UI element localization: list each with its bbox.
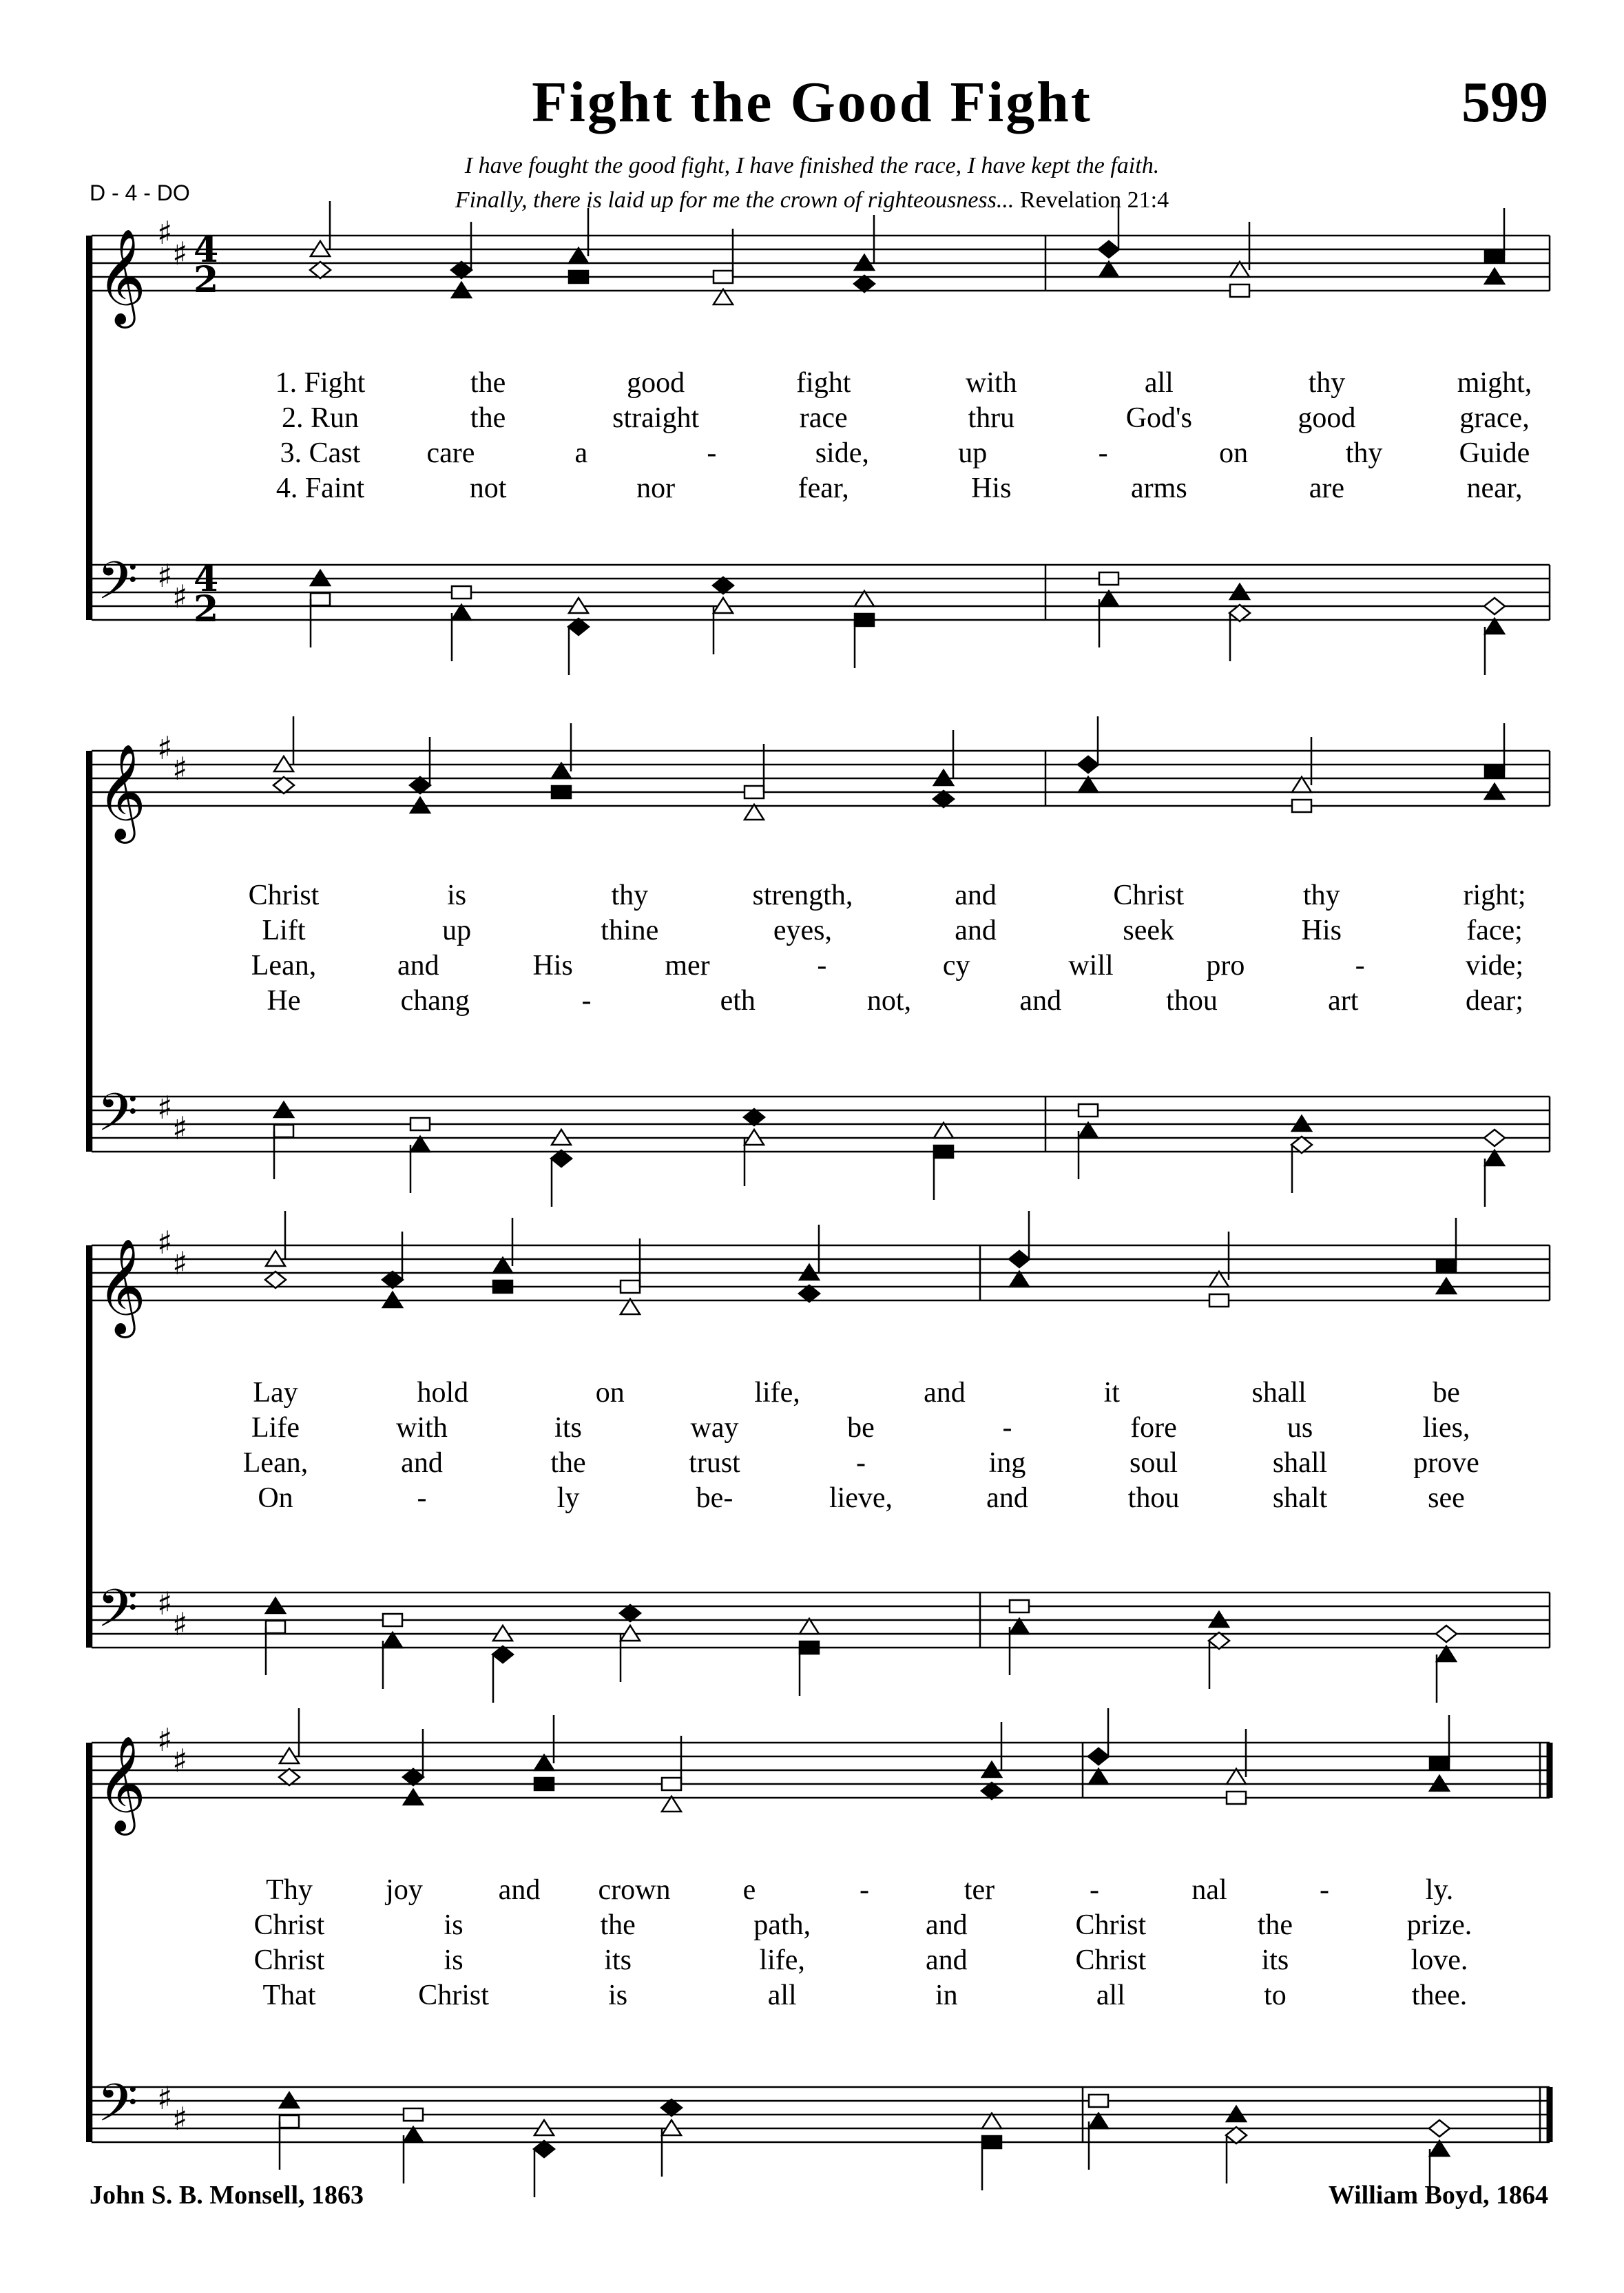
lyric-syllable: ing xyxy=(988,1447,1026,1479)
bass-note xyxy=(1099,591,1118,606)
lyric-syllable: Christ xyxy=(1075,1944,1147,1976)
lyric-syllable: race xyxy=(799,402,848,434)
lyric-syllable: Lay xyxy=(253,1377,298,1409)
bass-note xyxy=(551,1150,572,1167)
lyric-syllable: nal xyxy=(1191,1874,1227,1906)
treble-note xyxy=(1292,777,1311,792)
lyric-syllable: e xyxy=(742,1874,756,1906)
lyric-syllable: with xyxy=(965,367,1017,399)
lyric-syllable: be- xyxy=(696,1482,733,1514)
lyric-syllable: 4. Faint xyxy=(275,473,365,504)
lyric-syllable: is xyxy=(444,1909,464,1941)
tenor-note xyxy=(661,2099,682,2116)
lyric-syllable: the xyxy=(1257,1909,1293,1941)
bass-note xyxy=(1437,1646,1456,1661)
lyric-syllable: on xyxy=(1219,437,1249,469)
lyric-syllable: on xyxy=(595,1377,625,1409)
lyricist-credit: John S. B. Monsell, 1863 xyxy=(90,2181,364,2210)
lyric-syllable: Christ xyxy=(1075,1909,1147,1941)
lyric-syllable: not, xyxy=(866,985,912,1017)
lyric-syllable: thy xyxy=(1308,367,1346,399)
lyric-syllable: prove xyxy=(1413,1447,1479,1479)
sharp-icon: ♯ xyxy=(172,750,188,787)
tenor-note xyxy=(744,1109,764,1125)
treble-note xyxy=(662,1778,681,1790)
sharp-icon: ♯ xyxy=(172,235,188,272)
lyric-syllable: - xyxy=(1090,1874,1099,1906)
lyric-syllable: Lift xyxy=(262,915,306,946)
lyric-syllable: strength, xyxy=(752,880,853,911)
lyric-syllable: the xyxy=(550,1447,586,1479)
treble-note xyxy=(1227,1769,1246,1784)
tenor-note xyxy=(383,1614,402,1626)
lyric-syllable: be xyxy=(847,1412,875,1444)
lyric-syllable: and xyxy=(955,915,997,946)
treble-clef-icon: 𝄞 xyxy=(97,744,146,840)
scripture-line-1: I have fought the good fight, I have finished the race, I have kept the faith. xyxy=(464,153,1160,178)
lyric-syllable: ter xyxy=(964,1874,995,1906)
treble-note xyxy=(1485,765,1504,778)
treble-note xyxy=(493,1258,512,1273)
lyric-syllable: lieve, xyxy=(829,1482,893,1514)
lyric-syllable: love. xyxy=(1410,1944,1468,1976)
lyric-syllable: Christ xyxy=(253,1909,325,1941)
lyric-syllable: the xyxy=(600,1909,636,1941)
treble-note xyxy=(1009,1251,1030,1267)
lyric-syllable: nor xyxy=(636,473,676,504)
lyric-syllable: His xyxy=(1301,915,1342,946)
lyric-syllable: thine xyxy=(601,915,659,946)
lyric-syllable: 3. Cast xyxy=(280,437,361,469)
lyric-syllable: That xyxy=(262,1980,316,2011)
lyric-syllable: good xyxy=(627,367,685,399)
treble-note xyxy=(451,262,472,278)
tenor-note xyxy=(713,577,733,594)
alto-note xyxy=(1079,777,1098,792)
lyric-syllable: see xyxy=(1428,1482,1465,1514)
treble-note xyxy=(1230,262,1249,277)
alto-note xyxy=(1010,1272,1029,1287)
tenor-note xyxy=(1436,1626,1457,1642)
treble-clef-icon: 𝄞 xyxy=(97,229,146,324)
alto-note xyxy=(933,791,954,807)
tenor-note xyxy=(1099,572,1118,585)
alto-note xyxy=(745,805,764,820)
lyric-syllable: up xyxy=(958,437,988,469)
lyric-syllable: Lean, xyxy=(242,1447,309,1479)
lyric-syllable: His xyxy=(532,950,573,982)
lyric-syllable: and xyxy=(498,1874,541,1906)
lyric-syllable: cy xyxy=(942,950,970,982)
composer-credit: William Boyd, 1864 xyxy=(1328,2181,1548,2210)
alto-note xyxy=(569,271,588,283)
treble-note xyxy=(382,1272,403,1288)
lyric-syllable: joy xyxy=(386,1874,423,1906)
alto-note xyxy=(854,276,875,292)
bass-note xyxy=(1291,1137,1312,1153)
tenor-note xyxy=(404,2108,423,2121)
treble-note xyxy=(1437,1260,1456,1272)
lyric-syllable: hold xyxy=(417,1377,469,1409)
lyric-syllable: dear; xyxy=(1466,985,1523,1017)
treble-note xyxy=(1430,1757,1449,1770)
alto-note xyxy=(273,777,294,793)
lyric-syllable: - xyxy=(581,985,592,1017)
lyric-syllable: On xyxy=(258,1482,293,1514)
lyric-syllable: thou xyxy=(1127,1482,1180,1514)
lyric-syllable: Lean, xyxy=(251,950,317,982)
lyric-syllable: 1. Fight xyxy=(275,367,366,399)
alto-note xyxy=(981,1783,1002,1799)
bass-note xyxy=(1226,2127,1247,2144)
bass-note xyxy=(1485,619,1504,634)
treble-note xyxy=(621,1280,640,1293)
lyric-syllable: ly xyxy=(556,1482,580,1514)
tenor-note xyxy=(1484,598,1505,614)
bass-clef-icon: 𝄢 xyxy=(97,1578,138,1652)
tenor-note xyxy=(410,1118,430,1130)
hymn-number: 599 xyxy=(1461,70,1548,134)
alto-note xyxy=(1099,262,1118,277)
lyric-syllable: it xyxy=(1103,1377,1120,1409)
lyric-syllable: thy xyxy=(611,880,649,911)
bass-note xyxy=(800,1641,819,1654)
alto-note xyxy=(534,1778,554,1790)
lyric-syllable: and xyxy=(986,1482,1028,1514)
tenor-note xyxy=(1089,2095,1108,2107)
alto-note xyxy=(1230,284,1249,297)
hymn-title: Fight the Good Fight xyxy=(532,70,1092,134)
lyric-syllable: ly. xyxy=(1425,1874,1454,1906)
treble-note xyxy=(410,777,430,793)
lyric-syllable: straight xyxy=(612,402,700,434)
lyric-syllable: not xyxy=(469,473,507,504)
lyric-syllable: soul xyxy=(1129,1447,1178,1479)
lyric-syllable: all xyxy=(767,1980,797,2011)
alto-note xyxy=(265,1272,286,1288)
treble-note xyxy=(714,271,733,283)
sharp-icon: ♯ xyxy=(157,557,173,594)
lyric-syllable: thru xyxy=(968,402,1015,434)
tenor-note xyxy=(620,1605,641,1621)
lyric-syllable: thee. xyxy=(1411,1980,1468,2011)
lyric-syllable: and xyxy=(925,1944,968,1976)
lyric-syllable: pro xyxy=(1206,950,1245,982)
tenor-note xyxy=(982,2113,1001,2128)
bass-note xyxy=(855,614,874,626)
alto-note xyxy=(621,1299,640,1314)
sharp-icon: ♯ xyxy=(157,729,173,767)
sharp-icon: ♯ xyxy=(172,1606,188,1643)
bass-note xyxy=(452,605,471,620)
bass-note xyxy=(266,1621,285,1633)
bass-clef-icon: 𝄢 xyxy=(97,2073,138,2146)
lyric-syllable: shall xyxy=(1272,1447,1328,1479)
lyric-syllable: might, xyxy=(1457,367,1532,399)
sharp-icon: ♯ xyxy=(172,2100,188,2137)
lyric-syllable: all xyxy=(1096,1980,1125,2011)
lyric-syllable: and xyxy=(401,1447,443,1479)
lyric-syllable: Christ xyxy=(1113,880,1185,911)
tenor-note xyxy=(934,1123,953,1138)
lyric-syllable: side, xyxy=(815,437,869,469)
time-signature-top: 4 xyxy=(194,558,219,600)
alto-note xyxy=(1227,1792,1246,1804)
lyric-syllable: Guide xyxy=(1459,437,1530,469)
lyric-syllable: and xyxy=(1019,985,1062,1017)
lyric-syllable: - xyxy=(1098,437,1108,469)
alto-note xyxy=(310,262,331,278)
treble-note xyxy=(534,1755,554,1770)
sharp-icon: ♯ xyxy=(172,1110,188,1147)
bass-note xyxy=(568,619,589,635)
lyric-syllable: eyes, xyxy=(773,915,832,946)
lyric-syllable: up xyxy=(442,915,472,946)
lyric-syllable: right; xyxy=(1463,880,1526,911)
bass-note xyxy=(982,2136,1001,2148)
lyric-syllable: with xyxy=(396,1412,448,1444)
lyric-syllable: - xyxy=(417,1482,427,1514)
bass-note xyxy=(1010,1619,1029,1634)
lyric-syllable: - xyxy=(1320,1874,1329,1906)
treble-note xyxy=(745,786,764,798)
bass-note xyxy=(1229,605,1250,621)
time-signature-bottom: 2 xyxy=(194,259,219,301)
sharp-icon: ♯ xyxy=(157,2079,173,2117)
treble-note xyxy=(1078,756,1099,773)
lyric-syllable: way xyxy=(690,1412,739,1444)
lyric-syllable: and xyxy=(924,1377,966,1409)
lyric-syllable: seek xyxy=(1123,915,1175,946)
lyric-syllable: and xyxy=(397,950,439,982)
lyric-syllable: 2. Run xyxy=(281,402,360,434)
bass-clef-icon: 𝄢 xyxy=(97,550,138,624)
bass-note xyxy=(1089,2113,1108,2128)
alto-note xyxy=(1089,1769,1108,1784)
bass-note xyxy=(934,1145,953,1158)
treble-note xyxy=(1485,250,1504,262)
lyric-syllable: grace, xyxy=(1459,402,1530,434)
lyric-syllable: its xyxy=(554,1412,582,1444)
lyric-syllable: thy xyxy=(1303,880,1340,911)
lyric-syllable: good xyxy=(1298,402,1356,434)
lyric-syllable: - xyxy=(860,1874,869,1906)
lyric-syllable: trust xyxy=(689,1447,740,1479)
lyric-syllable: - xyxy=(1355,950,1365,982)
lyric-syllable: and xyxy=(925,1909,968,1941)
lyric-syllable: face; xyxy=(1466,915,1523,946)
key-signature-label: D - 4 - DO xyxy=(90,180,190,205)
alto-note xyxy=(714,289,733,304)
bass-note xyxy=(280,2115,299,2128)
scripture-reference: Revelation 21:4 xyxy=(1019,187,1169,213)
lyric-syllable: be xyxy=(1433,1377,1460,1409)
lyric-syllable: shalt xyxy=(1272,1482,1328,1514)
sharp-icon: ♯ xyxy=(157,1721,173,1758)
alto-note xyxy=(552,786,571,798)
lyric-syllable: He xyxy=(267,985,301,1017)
sharp-icon: ♯ xyxy=(172,578,188,615)
tenor-note xyxy=(855,591,874,606)
lyric-syllable: will xyxy=(1068,950,1114,982)
lyric-syllable: art xyxy=(1328,985,1359,1017)
bass-clef-icon: 𝄢 xyxy=(97,1082,138,1156)
lyric-syllable: arms xyxy=(1131,473,1187,504)
treble-note xyxy=(569,248,588,263)
bass-note xyxy=(383,1632,402,1648)
tenor-note xyxy=(800,1619,819,1634)
lyric-syllable: shall xyxy=(1251,1377,1307,1409)
time-signature-top: 4 xyxy=(194,229,219,271)
bass-note xyxy=(410,1137,430,1152)
lyric-syllable: life, xyxy=(754,1377,800,1409)
lyric-syllable: Life xyxy=(251,1412,300,1444)
lyric-syllable: are xyxy=(1309,473,1345,504)
tenor-note xyxy=(1484,1130,1505,1146)
lyric-syllable: and xyxy=(955,880,997,911)
sharp-icon: ♯ xyxy=(172,1742,188,1779)
treble-note xyxy=(1088,1748,1109,1765)
lyric-syllable: chang xyxy=(400,985,470,1017)
treble-note xyxy=(1209,1272,1229,1287)
bass-note xyxy=(1430,2141,1449,2156)
scripture-text: Finally, there is laid up for me the crown of righteousness... xyxy=(455,187,1014,213)
bass-note xyxy=(404,2127,423,2142)
alto-note xyxy=(1209,1294,1229,1307)
lyric-syllable: thy xyxy=(1345,437,1383,469)
lyric-syllable: Christ xyxy=(418,1980,489,2011)
lyric-syllable: thou xyxy=(1166,985,1218,1017)
alto-note xyxy=(799,1285,820,1302)
lyric-syllable: us xyxy=(1287,1412,1313,1444)
bass-note xyxy=(311,593,330,605)
sharp-icon: ♯ xyxy=(157,1585,173,1622)
bass-note xyxy=(534,2141,554,2157)
lyric-syllable: path, xyxy=(753,1909,811,1941)
treble-note xyxy=(403,1769,424,1785)
bass-note xyxy=(1079,1123,1098,1138)
lyric-syllable: the xyxy=(470,367,506,399)
tenor-note xyxy=(452,586,471,599)
lyric-syllable: near, xyxy=(1466,473,1523,504)
lyric-syllable: all xyxy=(1144,367,1174,399)
lyric-syllable: is xyxy=(447,880,467,911)
tenor-note xyxy=(1010,1600,1029,1612)
alto-note xyxy=(1292,800,1311,812)
treble-clef-icon: 𝄞 xyxy=(97,1736,146,1832)
time-signature-bottom: 2 xyxy=(194,588,219,630)
lyric-syllable: His xyxy=(971,473,1012,504)
lyric-syllable: prize. xyxy=(1406,1909,1472,1941)
lyric-syllable: to xyxy=(1264,1980,1287,2011)
lyric-syllable: in xyxy=(935,1980,958,2011)
lyric-syllable: its xyxy=(604,1944,632,1976)
tenor-note xyxy=(1079,1104,1098,1117)
treble-clef-icon: 𝄞 xyxy=(97,1238,146,1334)
lyric-syllable: is xyxy=(608,1980,628,2011)
sharp-icon: ♯ xyxy=(157,1089,173,1126)
treble-note xyxy=(552,763,571,778)
lyric-syllable: fore xyxy=(1130,1412,1177,1444)
lyric-syllable: its xyxy=(1261,1944,1289,1976)
lyric-syllable: - xyxy=(856,1447,866,1479)
tenor-note xyxy=(1429,2120,1450,2137)
bass-note xyxy=(492,1646,513,1663)
lyric-syllable: fear, xyxy=(798,473,849,504)
lyric-syllable: God's xyxy=(1125,402,1192,434)
lyric-syllable: care xyxy=(426,437,475,469)
bass-note xyxy=(274,1125,293,1137)
lyric-syllable: the xyxy=(470,402,506,434)
lyric-syllable: a xyxy=(574,437,588,469)
alto-note xyxy=(493,1280,512,1293)
lyric-syllable: - xyxy=(707,437,717,469)
lyric-syllable: Thy xyxy=(266,1874,313,1906)
alto-note xyxy=(279,1769,300,1785)
bass-note xyxy=(1209,1632,1229,1649)
lyric-syllable: - xyxy=(1002,1412,1012,1444)
sharp-icon: ♯ xyxy=(157,214,173,251)
lyric-syllable: fight xyxy=(796,367,851,399)
lyric-syllable: life, xyxy=(759,1944,805,1976)
lyric-syllable: is xyxy=(444,1944,464,1976)
lyric-syllable: Christ xyxy=(248,880,320,911)
lyric-syllable: - xyxy=(817,950,827,982)
sharp-icon: ♯ xyxy=(157,1224,173,1261)
sharp-icon: ♯ xyxy=(172,1245,188,1282)
treble-note xyxy=(1099,241,1119,258)
bass-note xyxy=(1485,1150,1504,1165)
lyric-syllable: vide; xyxy=(1466,950,1523,982)
lyric-syllable: crown xyxy=(598,1874,671,1906)
lyric-syllable: lies, xyxy=(1422,1412,1470,1444)
alto-note xyxy=(662,1796,681,1812)
lyric-syllable: mer xyxy=(665,950,710,982)
lyric-syllable: Christ xyxy=(253,1944,325,1976)
lyric-syllable: eth xyxy=(720,985,756,1017)
